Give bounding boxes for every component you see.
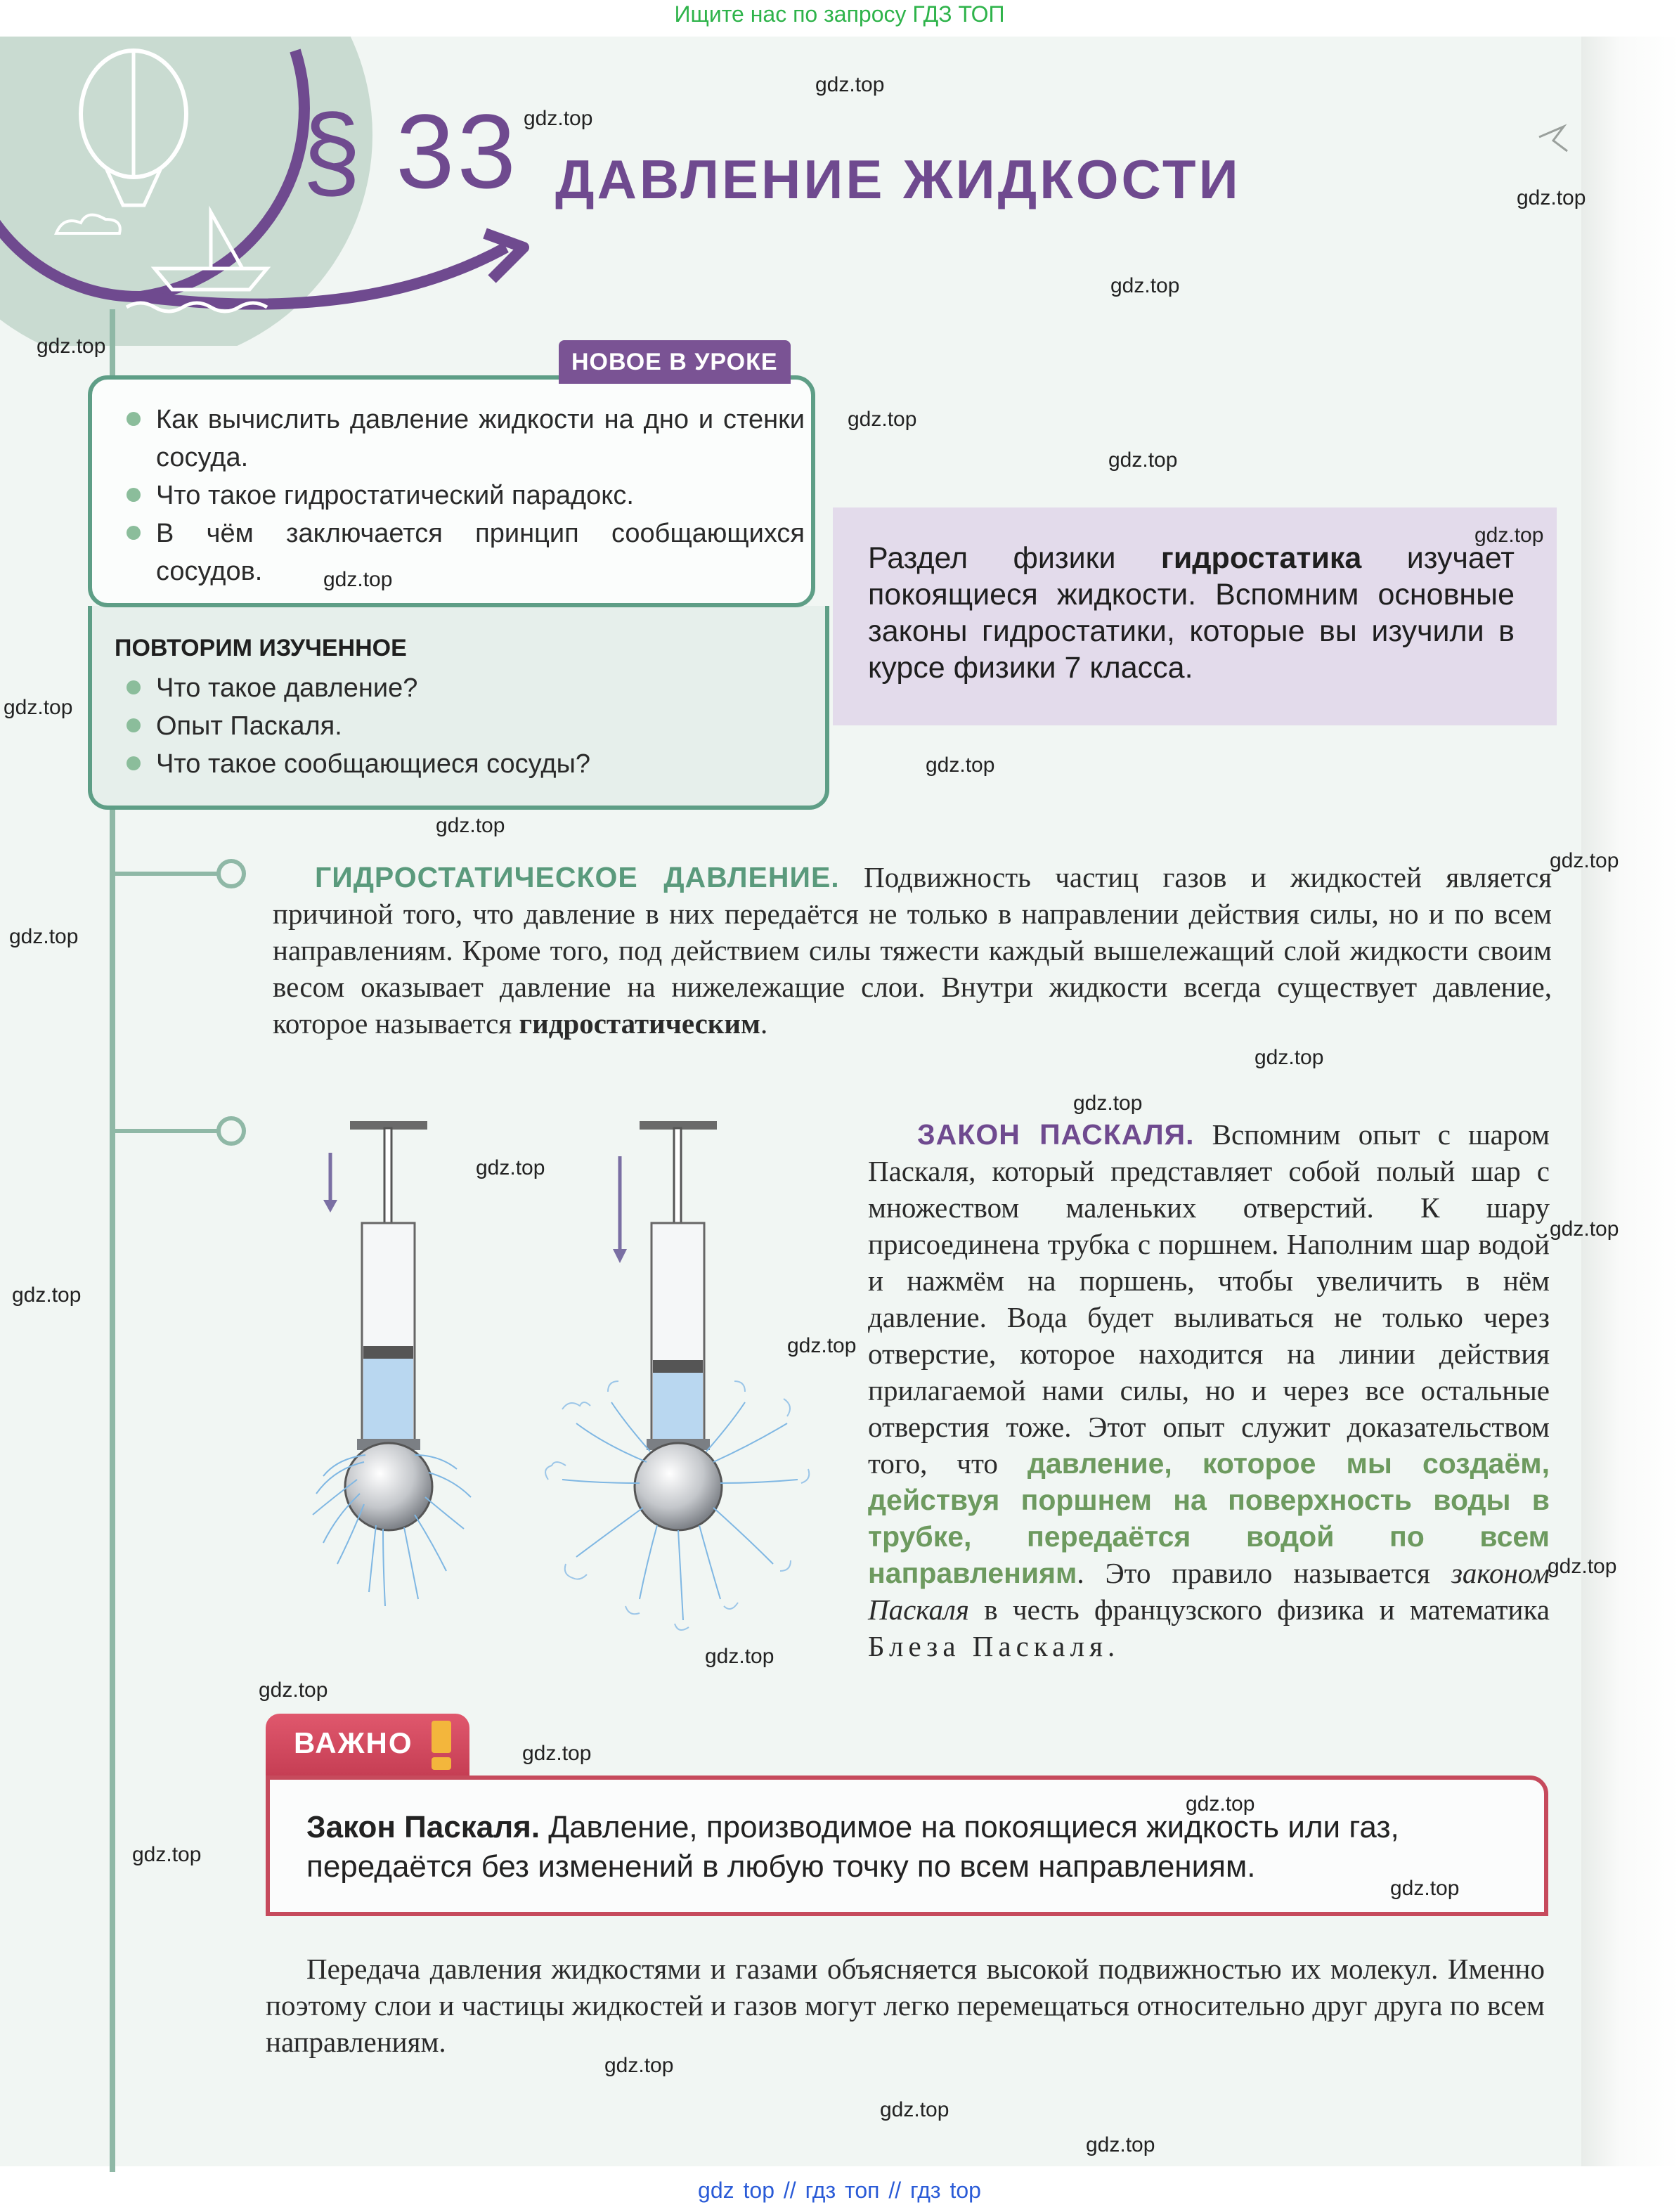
pascal-device-left	[313, 1121, 471, 1606]
pascal-paragraph: ЗАКОН ПАСКАЛЯ. Вспомним опыт с шаром Паскаля, который представляет собой полый шар с множеством маленьких отверстий. К шару присоединена трубка с поршнем. Наполним шар водой и нажмём на поршень, чтобы увеличить в нём давление. Вода будет выливаться не только через отверстие, которое находится на линии действия прилагаемой нами силы, но и через все остальные отверстия тоже. Этот опыт служит доказательством того, что давление, которое мы создаём, действуя поршнем на поверхность воды в трубке, передаётся водой по всем направлениям. Это правило называется законом Паскаля в честь французского физика и математика Блеза Паскаля.	[868, 1118, 1550, 1662]
list-item: Как вычислить давление жидкости на дно и стенки сосуда.	[119, 401, 805, 477]
hydrostatic-term: гидростатическим	[519, 1007, 760, 1040]
pascal-highlight: давление, которое мы создаём, действуя поршнем на поверхность воды в трубке, передаётся водой по всем направлениям	[868, 1447, 1550, 1589]
watermark: gdz.top	[522, 1742, 592, 1765]
paragraph-number: § 33	[302, 92, 519, 210]
watermark: gdz.top	[476, 1156, 545, 1179]
watermark: gdz.top	[1255, 1046, 1324, 1069]
watermark: gdz.top	[1548, 1555, 1617, 1578]
watermark: gdz.top	[323, 568, 393, 591]
watermark: gdz.top	[815, 73, 885, 96]
watermark: gdz.top	[705, 1645, 774, 1668]
pascal-ball-illustration	[295, 1114, 871, 1662]
list-item: Опыт Паскаля.	[119, 707, 794, 745]
bird-doodle-icon	[1536, 116, 1571, 158]
hydrostatic-paragraph: ГИДРОСТАТИЧЕСКОЕ ДАВЛЕНИЕ. Подвижность частиц газов и жидкостей является причиной того, что давление в них передаётся не только в направлении действия силы, но и по всем направлениям. Кроме того, под действием силы тяжести каждый вышележащий слой жидкости своим весом оказывает давление на нижележащие слои. Внутри жидкости всегда существует давление, которое называется гидростатическим.	[273, 861, 1552, 1040]
watermark: gdz.top	[132, 1843, 202, 1866]
top-banner[interactable]: Ищите нас по запросу ГДЗ ТОП	[674, 1, 1005, 27]
watermark: gdz.top	[1550, 849, 1619, 872]
timeline-node	[216, 1116, 246, 1146]
watermark: gdz.top	[848, 408, 917, 431]
watermark: gdz.top	[604, 2054, 674, 2077]
list-item: Что такое давление?	[119, 669, 794, 707]
list-item: Что такое гидростатический парадокс.	[119, 477, 805, 515]
watermark: gdz.top	[4, 696, 73, 719]
timeline-branch	[112, 1129, 225, 1133]
review-title: ПОВТОРИМ ИЗУЧЕННОЕ	[115, 635, 407, 661]
list-item: В чём заключается принцип сообщающихся сосудов.	[119, 515, 805, 590]
pascal-name: Блеза Паскаля	[868, 1630, 1108, 1662]
exclamation-icon	[426, 1719, 457, 1771]
new-in-lesson-label: НОВОЕ В УРОКЕ	[559, 340, 791, 384]
watermark: gdz.top	[1390, 1877, 1460, 1900]
watermark: gdz.top	[1517, 186, 1586, 209]
watermark: gdz.top	[9, 925, 79, 948]
watermark: gdz.top	[1550, 1217, 1619, 1241]
watermark: gdz.top	[524, 107, 593, 130]
intro-text: Раздел физики гидростатика изучает покоящиеся жидкости. Вспомним основные законы гидростатики, которые вы изучили в курсе физики 7 класса.	[868, 541, 1515, 685]
watermark: gdz.top	[1073, 1092, 1143, 1115]
watermark: gdz.top	[880, 2098, 949, 2121]
new-in-lesson-list	[119, 401, 805, 590]
pascal-device-right	[545, 1121, 809, 1630]
watermark: gdz.top	[1110, 274, 1180, 297]
timeline-branch	[112, 872, 225, 876]
important-text: Закон Паскаля. Давление, производимое на покоящиеся жидкость или газ, передаётся без изменений в любую точку по всем направлениям.	[306, 1810, 1399, 1884]
important-label: ВАЖНО	[294, 1726, 413, 1759]
page-edge-shadow	[1581, 37, 1679, 2166]
watermark: gdz.top	[12, 1283, 82, 1307]
closing-paragraph: Передача давления жидкостями и газами объясняется высокой подвижностью их молекул. Именно поэтому слои и частицы жидкостей и газов могут легко перемещаться относительно друг друга по всем направлениям.	[266, 1953, 1545, 2058]
watermark: gdz.top	[1086, 2133, 1155, 2156]
pascal-law-term: законом Паскаля	[868, 1557, 1550, 1626]
watermark: gdz.top	[1474, 524, 1544, 547]
review-list	[119, 669, 794, 783]
watermark: gdz.top	[1108, 448, 1178, 472]
watermark: gdz.top	[436, 814, 505, 837]
watermark: gdz.top	[926, 753, 995, 777]
hydrostatic-heading: ГИДРОСТАТИЧЕСКОЕ ДАВЛЕНИЕ.	[315, 861, 840, 893]
list-item: Что такое сообщающиеся сосуды?	[119, 745, 794, 783]
important-term: Закон Паскаля.	[306, 1810, 540, 1844]
bottom-banner[interactable]: gdz top // гдз топ // гдз top	[698, 2178, 981, 2203]
pascal-heading: ЗАКОН ПАСКАЛЯ.	[917, 1118, 1195, 1151]
watermark: gdz.top	[259, 1679, 328, 1702]
timeline-node	[216, 859, 246, 888]
chapter-title: ДАВЛЕНИЕ ЖИДКОСТИ	[555, 148, 1241, 210]
watermark: gdz.top	[1186, 1792, 1255, 1816]
intro-term: гидростатика	[1160, 541, 1362, 575]
watermark: gdz.top	[37, 335, 106, 358]
watermark: gdz.top	[787, 1334, 857, 1357]
